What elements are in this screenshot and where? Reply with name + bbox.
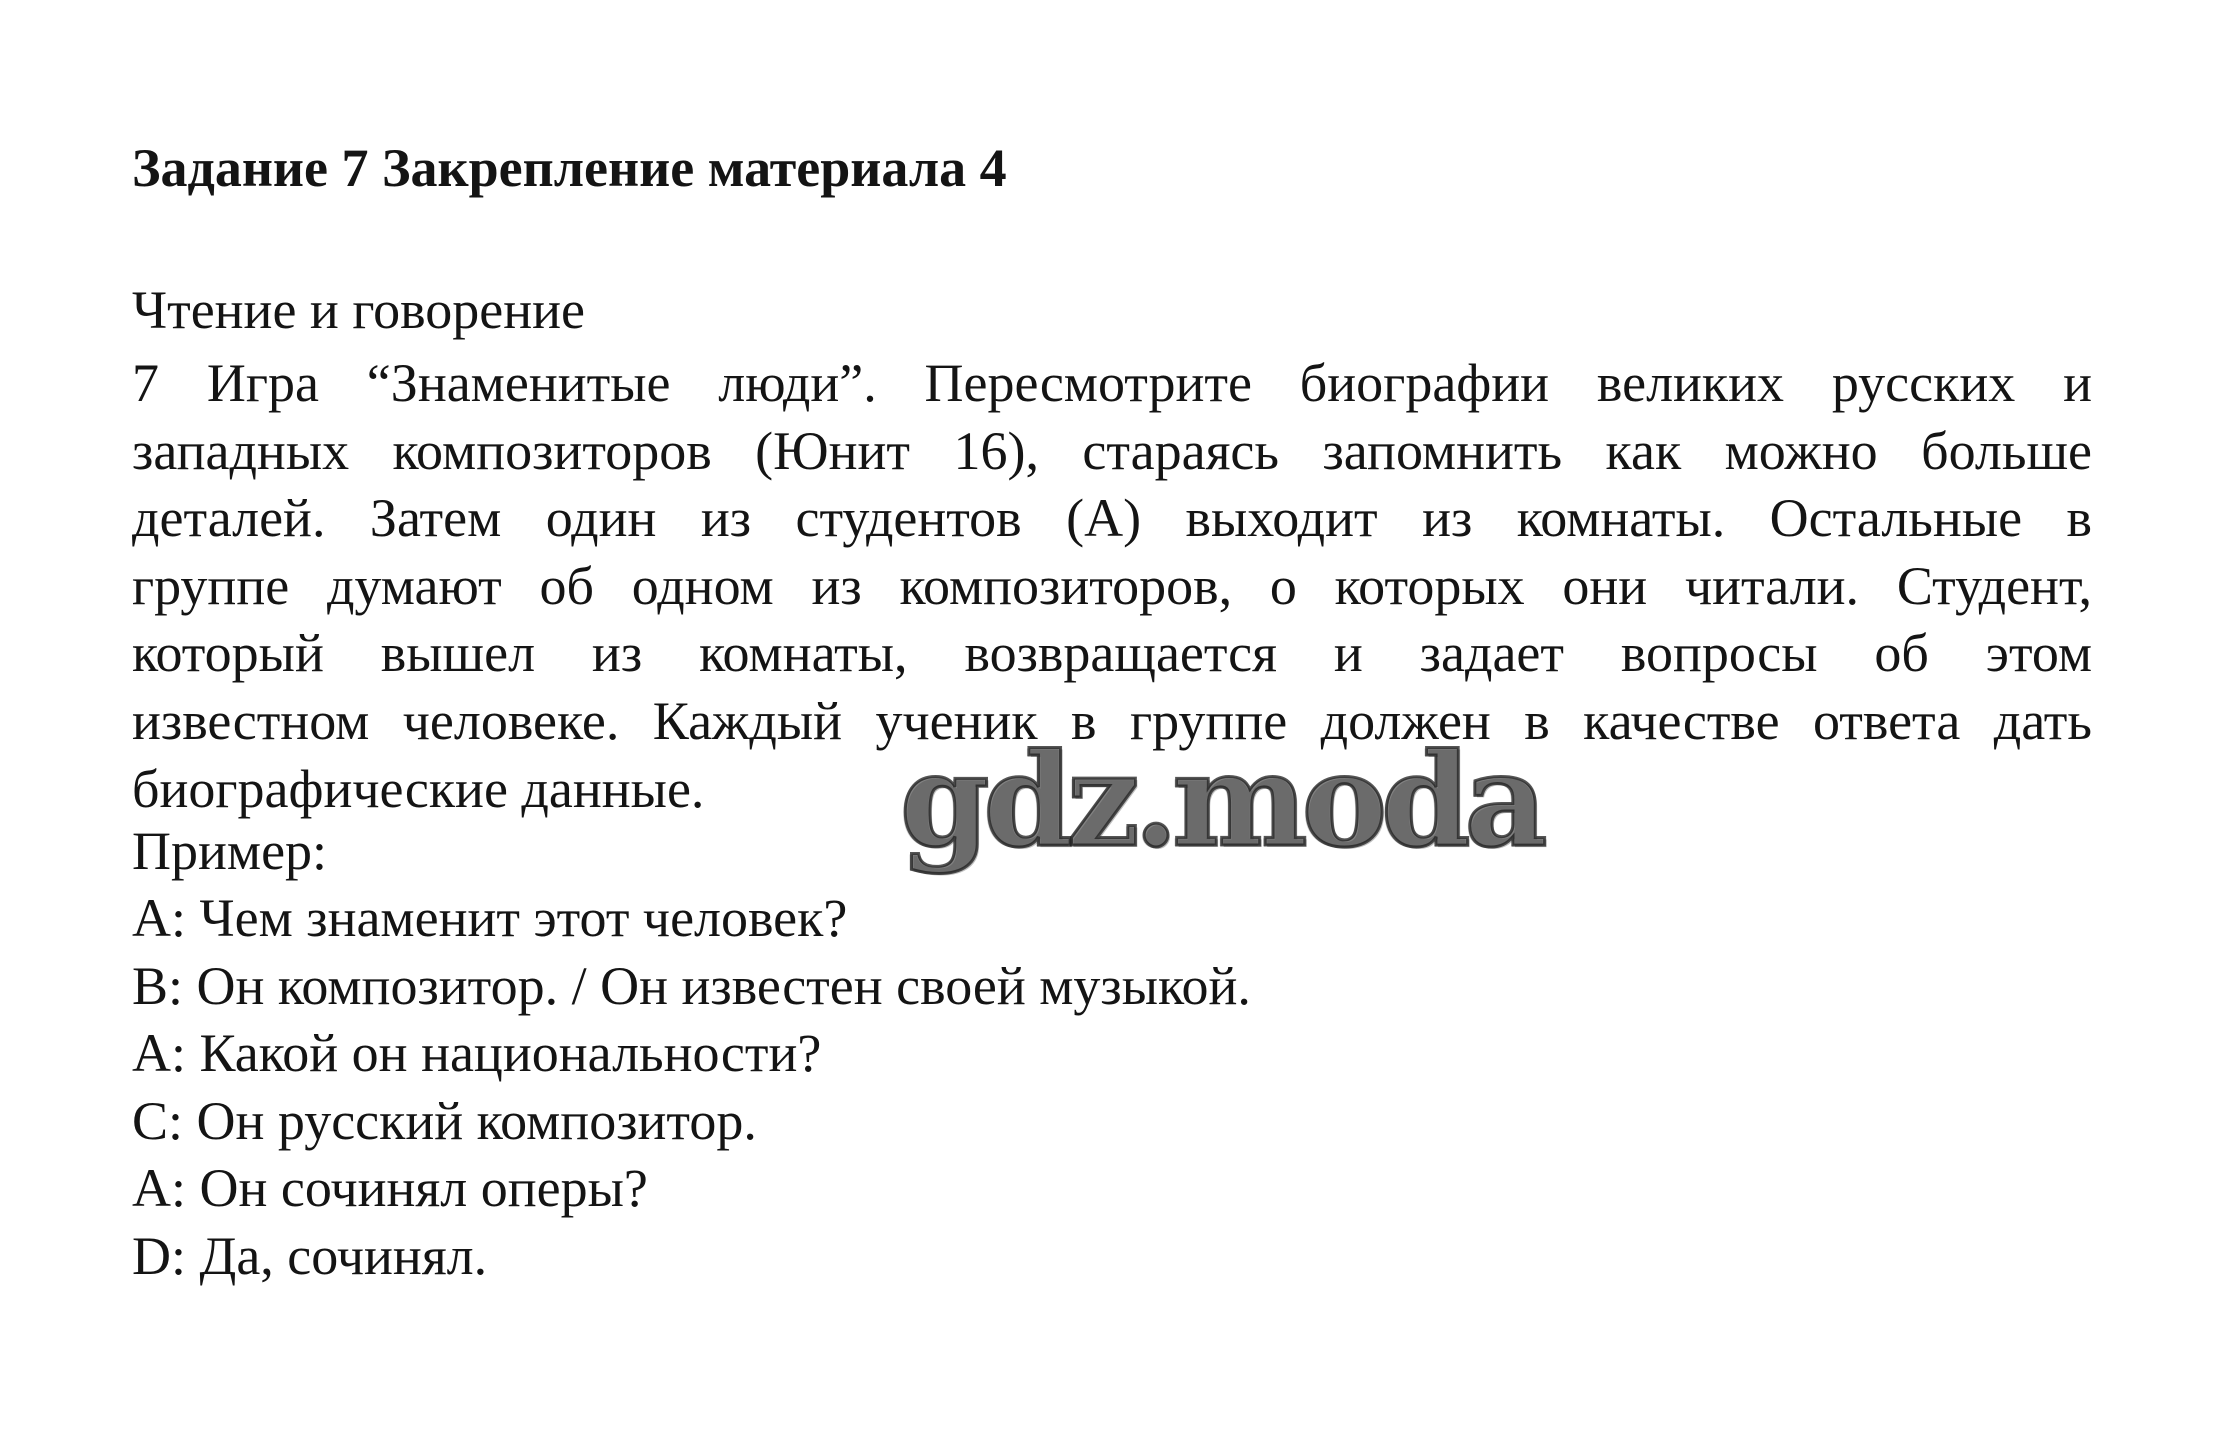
dialogue-line: С: Он русский композитор. xyxy=(132,1090,757,1151)
dialogue-line: А: Чем знаменит этот человек? xyxy=(132,888,848,948)
example-label: Пример: xyxy=(132,821,328,881)
task-line: 7 Игра “Знаменитые люди”. Пересмотрите биографии великих русских и xyxy=(132,353,2092,413)
task-line: западных композиторов (Юнит 16), стараясь запомнить как можно больше xyxy=(132,420,2092,481)
dialogue-line: А: Он сочинял оперы? xyxy=(132,1158,648,1219)
page-title: Задание 7 Закрепление материала 4 xyxy=(132,138,1007,198)
watermark-logo: gdz.moda xyxy=(900,726,1542,876)
dialogue-line: В: Он композитор. / Он известен своей музыкой. xyxy=(132,955,1251,1016)
section-heading: Чтение и говорение xyxy=(132,280,585,340)
task-line: биографические данные. xyxy=(132,758,705,819)
task-line: группе думают об одном из композиторов, о которых они читали. Студент, xyxy=(132,555,2092,616)
task-line: который вышел из комнаты, возвращается и задает вопросы об этом xyxy=(132,623,2092,684)
example-dialogue xyxy=(132,885,1251,1291)
task-line: деталей. Затем один из студентов (А) выходит из комнаты. Остальные в xyxy=(132,488,2092,549)
dialogue-line: А: Какой он национальности? xyxy=(132,1023,822,1084)
dialogue-line: D: Да, сочинял. xyxy=(132,1225,488,1286)
task-line: известном человеке. Каждый ученик в группе должен в качестве ответа дать xyxy=(132,690,2092,751)
